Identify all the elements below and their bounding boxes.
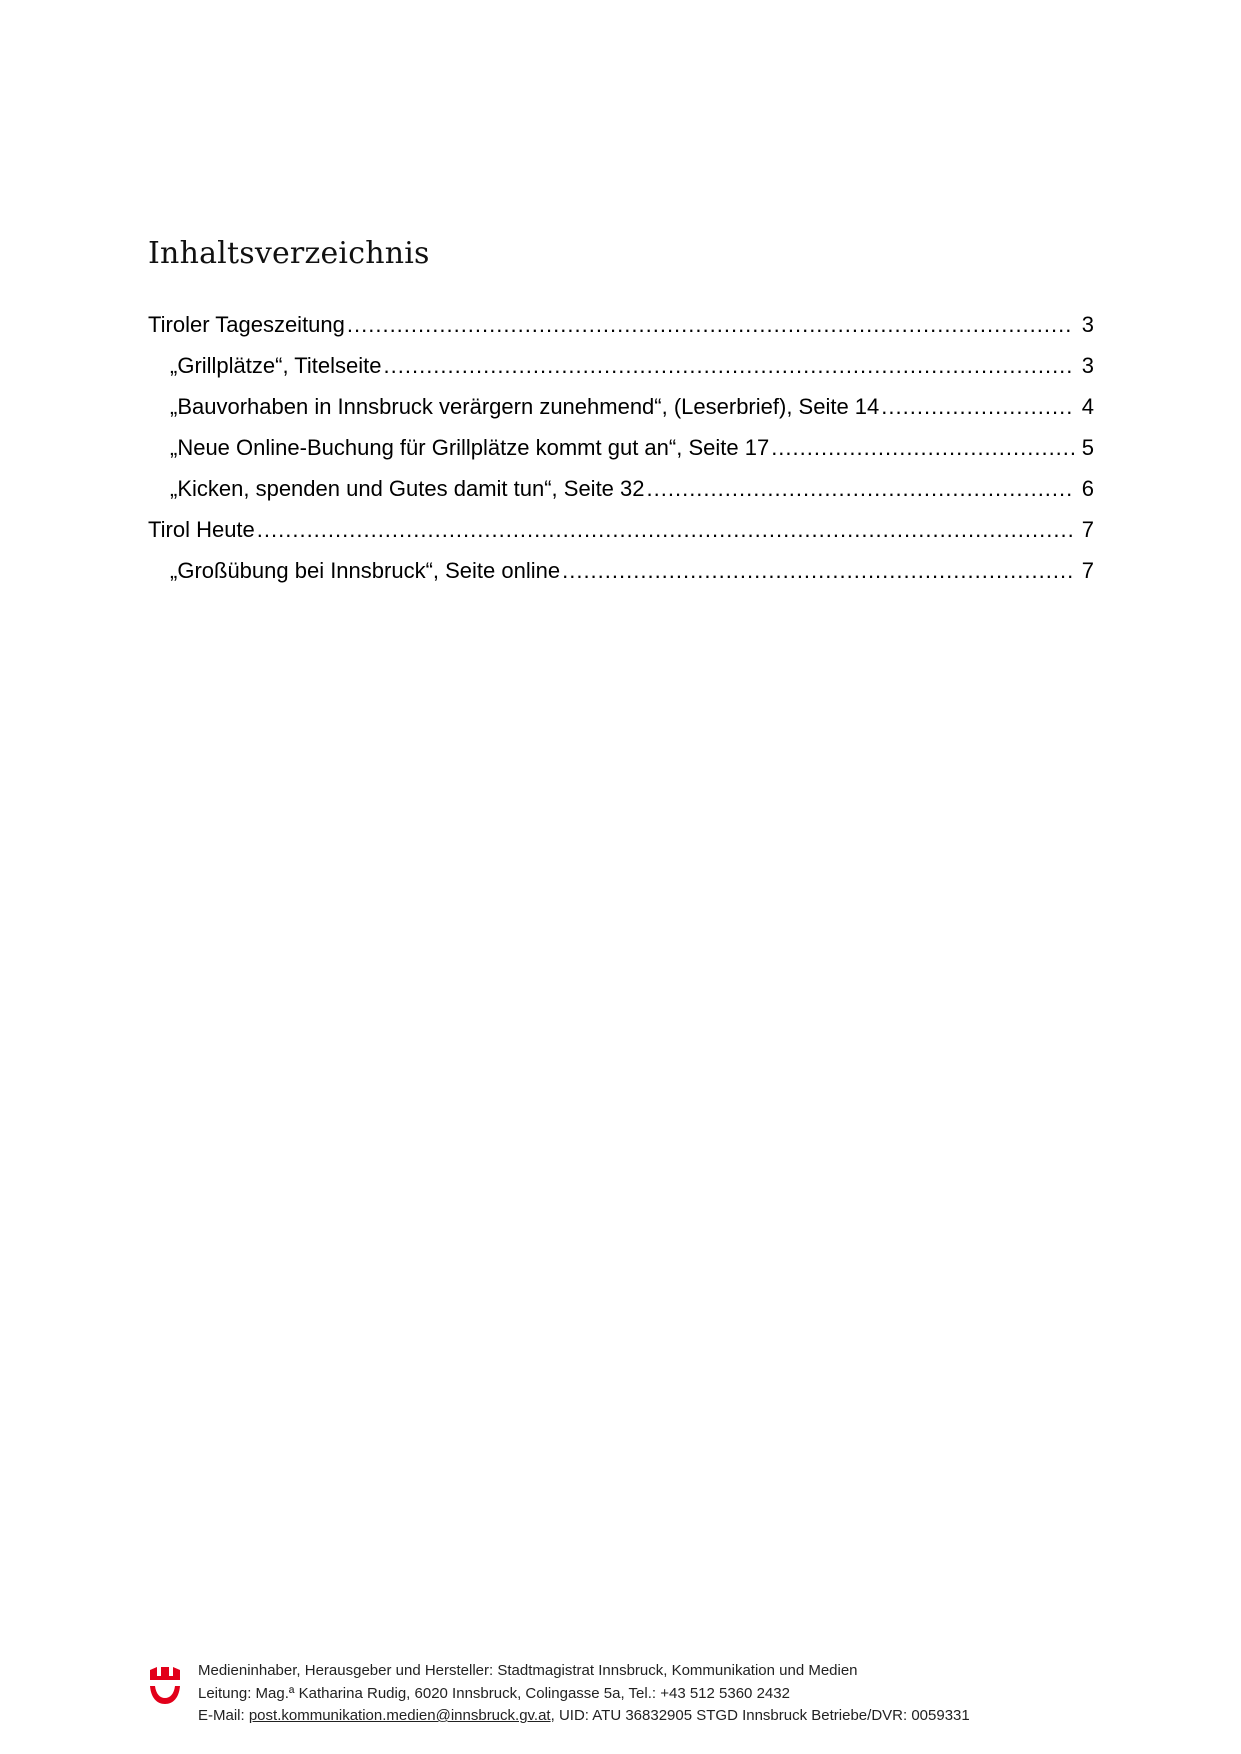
toc-dot-leader	[384, 345, 1074, 386]
page-title: Inhaltsverzeichnis	[148, 236, 430, 271]
toc-entry-text: Tirol Heute	[148, 517, 255, 542]
toc-entry-bauvorhaben[interactable]	[148, 386, 1094, 427]
toc-entry-grillplaetze[interactable]	[148, 345, 1094, 386]
email-label: E-Mail:	[198, 1707, 249, 1724]
toc-entry-kicken-spenden[interactable]	[148, 468, 1094, 509]
imprint-line-contact	[198, 1705, 970, 1728]
toc-dot-leader	[881, 386, 1074, 427]
email-link[interactable]: post.kommunikation.medien@innsbruck.gv.at	[248, 1707, 551, 1724]
toc-page-number: 5	[1081, 435, 1094, 460]
toc-dot-leader	[562, 550, 1074, 591]
uid-text: , UID: ATU 36832905 STGD Innsbruck Betriebe/DVR: 0059331	[550, 1707, 970, 1724]
toc-entry-text: „Bauvorhaben in Innsbruck verärgern zunehmend“, (Leserbrief), Seite 14	[170, 394, 880, 419]
innsbruck-logo-icon	[148, 1664, 182, 1706]
toc-page-number: 4	[1081, 394, 1094, 419]
toc-page-number: 7	[1081, 517, 1094, 542]
toc-dot-leader	[647, 468, 1074, 509]
imprint-line-publisher: Medieninhaber, Herausgeber und Hersteller: Stadtmagistrat Innsbruck, Kommunikation und Medien	[198, 1662, 858, 1679]
toc-entry-text: Tiroler Tageszeitung	[148, 312, 345, 337]
toc-page-number: 3	[1081, 312, 1094, 337]
toc-entry-tirol-heute[interactable]	[148, 509, 1094, 550]
toc-entry-text: „Großübung bei Innsbruck“, Seite online	[170, 558, 561, 583]
imprint-text	[198, 1660, 970, 1728]
toc-dot-leader	[257, 509, 1074, 550]
toc-dot-leader	[347, 304, 1074, 345]
toc-page-number: 3	[1081, 353, 1094, 378]
toc-entry-grossuebung[interactable]	[148, 550, 1094, 591]
imprint-line-management: Leitung: Mag.ª Katharina Rudig, 6020 Innsbruck, Colingasse 5a, Tel.: +43 512 5360 2432	[198, 1684, 790, 1702]
toc-entry-online-buchung[interactable]	[148, 427, 1094, 468]
toc-page-number: 6	[1081, 476, 1094, 501]
table-of-contents	[148, 304, 1094, 591]
toc-entry-text: „Neue Online-Buchung für Grillplätze kommt gut an“, Seite 17	[170, 435, 770, 460]
toc-entry-tiroler-tageszeitung[interactable]	[148, 304, 1094, 345]
toc-entry-text: „Kicken, spenden und Gutes damit tun“, Seite 32	[170, 476, 645, 501]
page-footer	[148, 1660, 1108, 1740]
toc-page-number: 7	[1081, 558, 1094, 583]
toc-dot-leader	[771, 427, 1074, 468]
toc-entry-text: „Grillplätze“, Titelseite	[170, 353, 382, 378]
